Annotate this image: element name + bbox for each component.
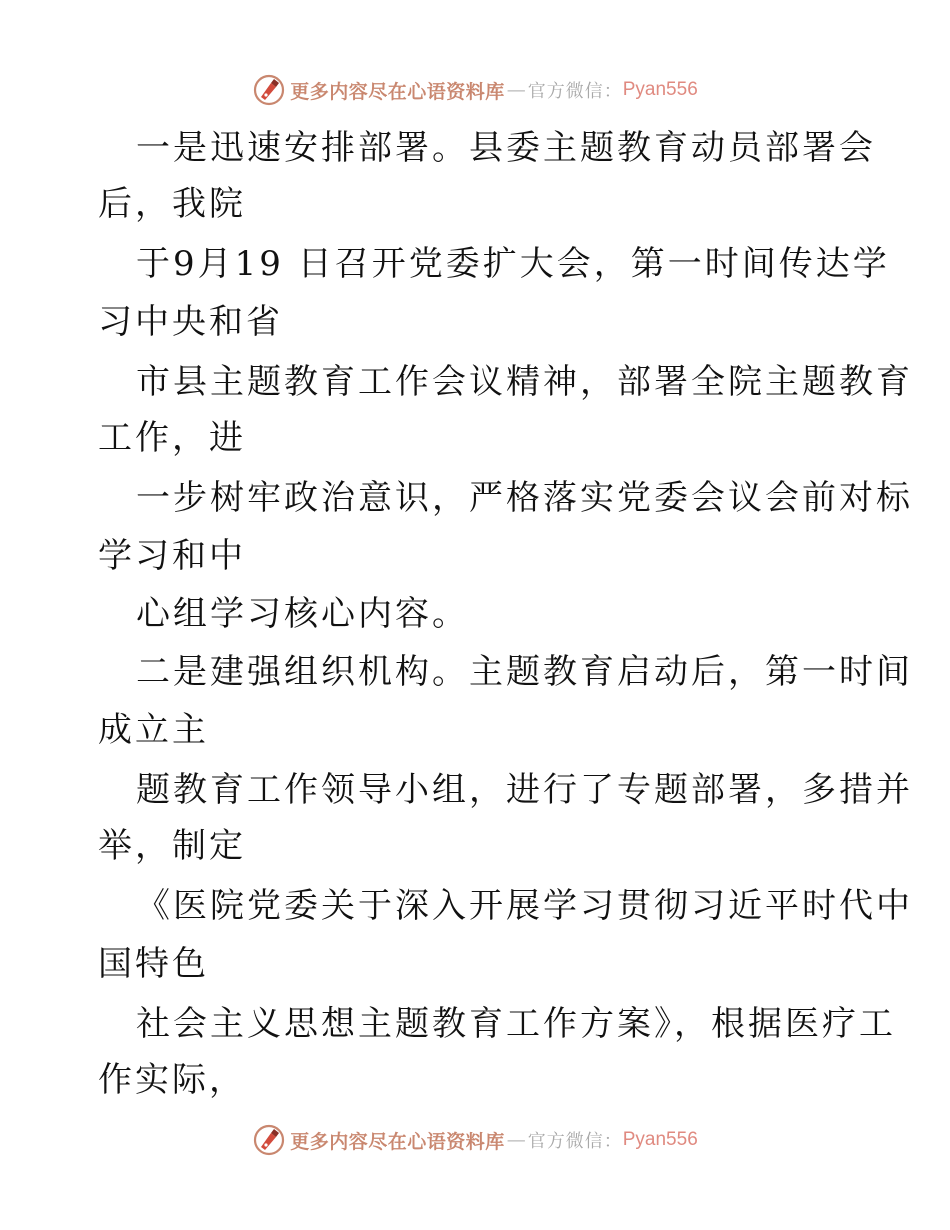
banner-dash: — xyxy=(506,79,526,101)
wechat-id: Pyan556 xyxy=(622,1129,698,1150)
text-line: 习中央和省 xyxy=(98,302,283,342)
wechat-id: Pyan556 xyxy=(622,79,698,100)
header-watermark-banner xyxy=(0,70,950,110)
text-line: 举，制定 xyxy=(98,826,246,866)
text-line: 作实际， xyxy=(98,1060,246,1100)
text-line: 二是建强组织机构。主题教育启动后，第一时间 xyxy=(136,652,913,692)
pen-nib-logo-icon xyxy=(252,73,286,107)
site-name-text: 更多内容尽在心语资料库 xyxy=(290,1130,505,1153)
text-line: 市县主题教育工作会议精神，部署全院主题教育 xyxy=(136,362,913,402)
banner-dash: — xyxy=(506,1129,526,1151)
text-line: 一步树牢政治意识，严格落实党委会议会前对标 xyxy=(136,478,913,518)
text-line: 工作，进 xyxy=(98,418,246,458)
text-line: 成立主 xyxy=(98,710,209,750)
text-line: 学习和中 xyxy=(98,536,246,576)
pen-nib-logo-icon xyxy=(252,1123,286,1157)
text-line: 国特色 xyxy=(98,944,209,984)
text-line: 一是迅速安排部署。县委主题教育动员部署会 xyxy=(136,128,876,168)
text-line: 社会主义思想主题教育工作方案》，根据医疗工 xyxy=(136,1004,896,1044)
text-line: 心组学习核心内容。 xyxy=(136,594,469,634)
wechat-label: 官方微信： xyxy=(527,81,623,102)
wechat-label: 官方微信： xyxy=(527,1131,623,1152)
text-line: 题教育工作领导小组，进行了专题部署，多措并 xyxy=(136,770,913,810)
site-name-text: 更多内容尽在心语资料库 xyxy=(290,80,505,103)
footer-watermark-banner xyxy=(0,1120,950,1160)
text-line: 《医院党委关于深入开展学习贯彻习近平时代中 xyxy=(136,886,913,926)
text-line: 后，我院 xyxy=(98,184,246,224)
text-line: 于9月19 日召开党委扩大会，第一时间传达学 xyxy=(136,244,890,284)
